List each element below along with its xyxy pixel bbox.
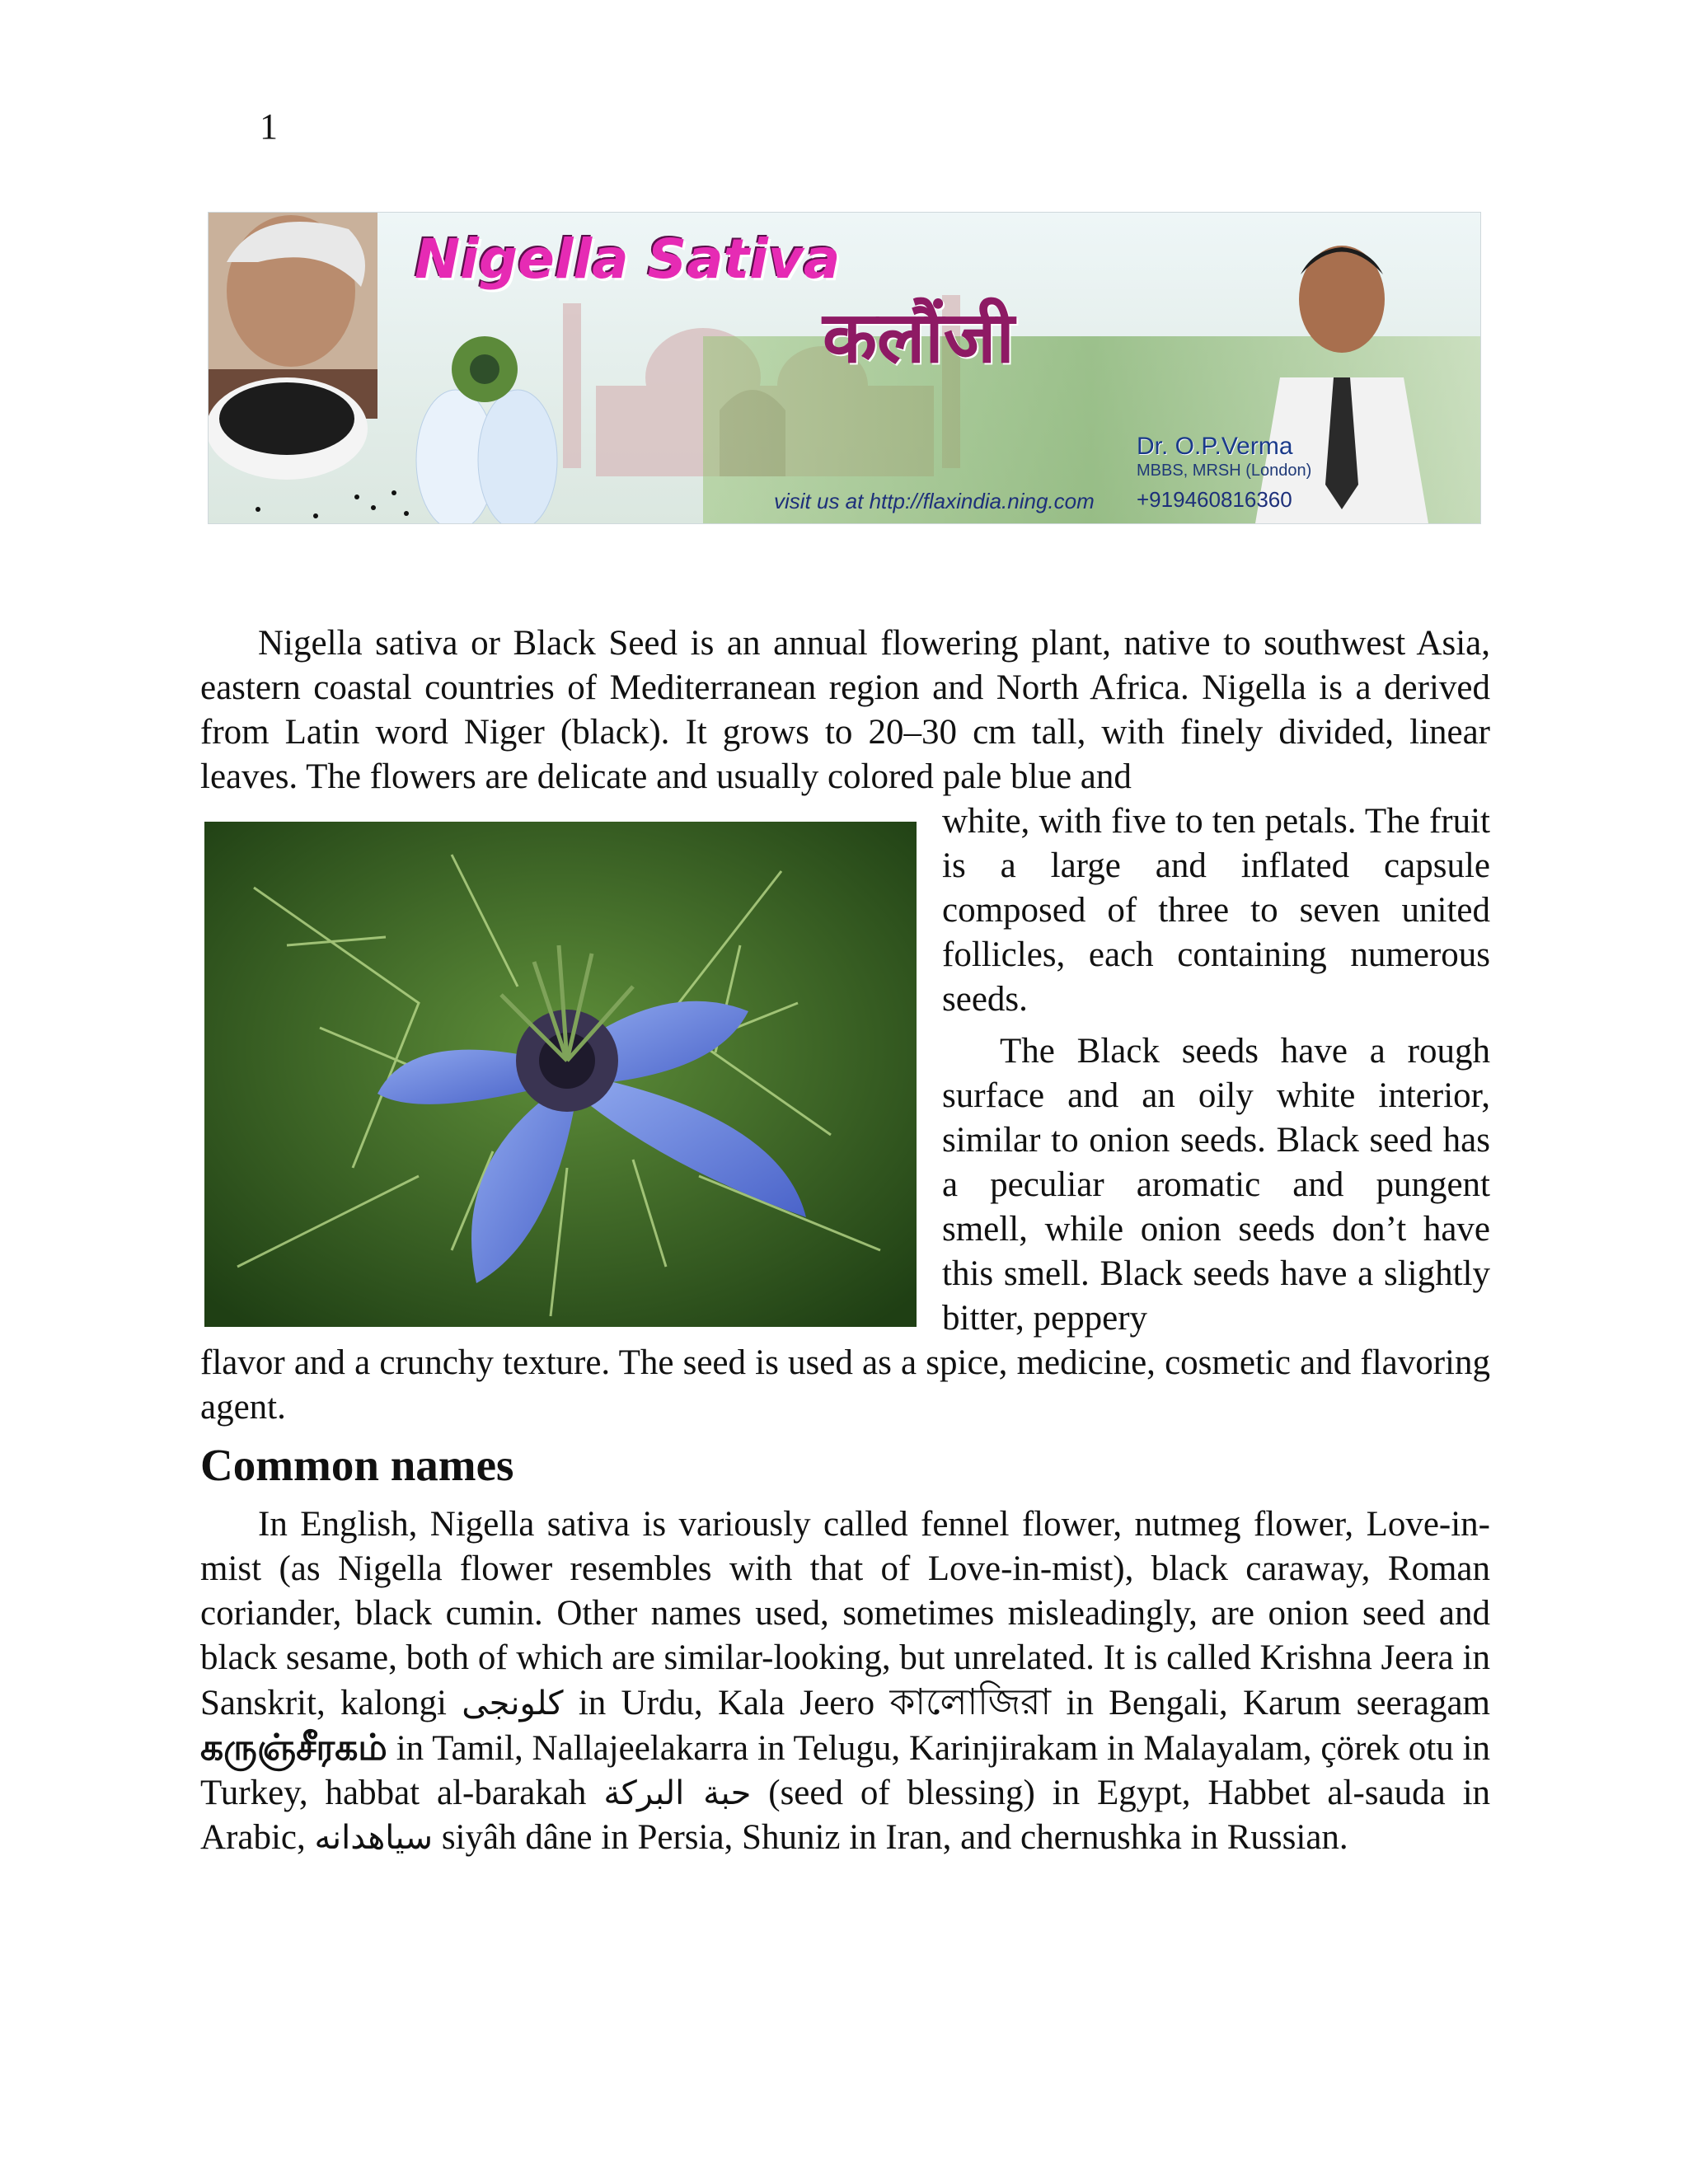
bengali-name: কালোজিরা — [889, 1681, 1052, 1723]
page-number: 1 — [260, 106, 278, 147]
flower-photo-art — [204, 822, 917, 1327]
banner-author-name: Dr. O.P.Verma — [1137, 433, 1293, 460]
common-names-text-4: in Tamil, Nallajeelakarra in Telugu, Karinjirakam in Malayalam, çörek otu in Turkey, habbat al-barakah — [200, 1729, 1491, 1812]
banner-visit-link[interactable]: visit us at http://flaxindia.ning.com — [774, 489, 1095, 513]
common-names-text-3: in Bengali, Karum seeragam — [1066, 1684, 1490, 1722]
nigella-flower-photo — [204, 822, 917, 1327]
common-names-text-2: in Urdu, Kala Jeero — [578, 1684, 875, 1722]
intro-paragraph: Nigella sativa or Black Seed is an annual flowering plant, native to southwest Asia, eastern coastal countries of Mediterranean region and North Africa. Nigella is a derived from Latin word Niger (black). It grows to 20–30 cm tall, with finely divided, linear leaves. The flowers are delicate and usually colored pale blue and — [200, 624, 1490, 796]
persian-name: سیاهدانه — [314, 1819, 434, 1857]
arabic-name: حبة البركة — [603, 1774, 752, 1812]
common-names-text-6: siyâh dâne in Persia, Shuniz in Iran, and chernushka in Russian. — [441, 1818, 1348, 1857]
banner-hindi-title: कलौंजी — [823, 297, 1015, 379]
common-names-paragraph — [200, 1502, 1490, 1860]
common-names-text-1: In English, Nigella sativa is variously called fennel flower, nutmeg flower, Love-in-mist (as Nigella flower resembles with that of Love-in-mist), black caraway, Roman coriander, black cumin. Other names used, sometimes misleadingly, are onion seed and black sesame, both of which are similar-looking, but unrelated. It is called Krishna Jeera in Sanskrit, kalongi — [200, 1505, 1490, 1722]
tamil-name: கருஞ்சீரகம் — [200, 1727, 387, 1769]
flower-description: white, with five to ten petals. The fruit is a large and inflated capsule composed of three to seven united follicles, each containing numerous seeds. — [942, 802, 1490, 1019]
banner-phone: +919460816360 — [1137, 487, 1292, 512]
banner-title: Nigella Sativa — [415, 227, 841, 291]
urdu-name: کلونجی — [462, 1685, 564, 1722]
banner-credentials: MBBS, MRSH (London) — [1137, 462, 1312, 480]
common-names-text-5: (seed of blessing) in Egypt, Habbet al-sauda in Arabic, — [200, 1774, 1491, 1857]
header-banner — [208, 212, 1481, 524]
seed-usage: flavor and a crunchy texture. The seed is used as a spice, medicine, cosmetic and flavoring agent. — [200, 1343, 1490, 1427]
section-heading-common-names: Common names — [200, 1440, 514, 1490]
seed-description: The Black seeds have a rough surface and an oily white interior, similar to onion seeds. Black seed has a peculiar aromatic and pungent smell, while onion seeds don’t have this smell. Black seeds have a slightly bitter, peppery — [942, 1032, 1490, 1338]
